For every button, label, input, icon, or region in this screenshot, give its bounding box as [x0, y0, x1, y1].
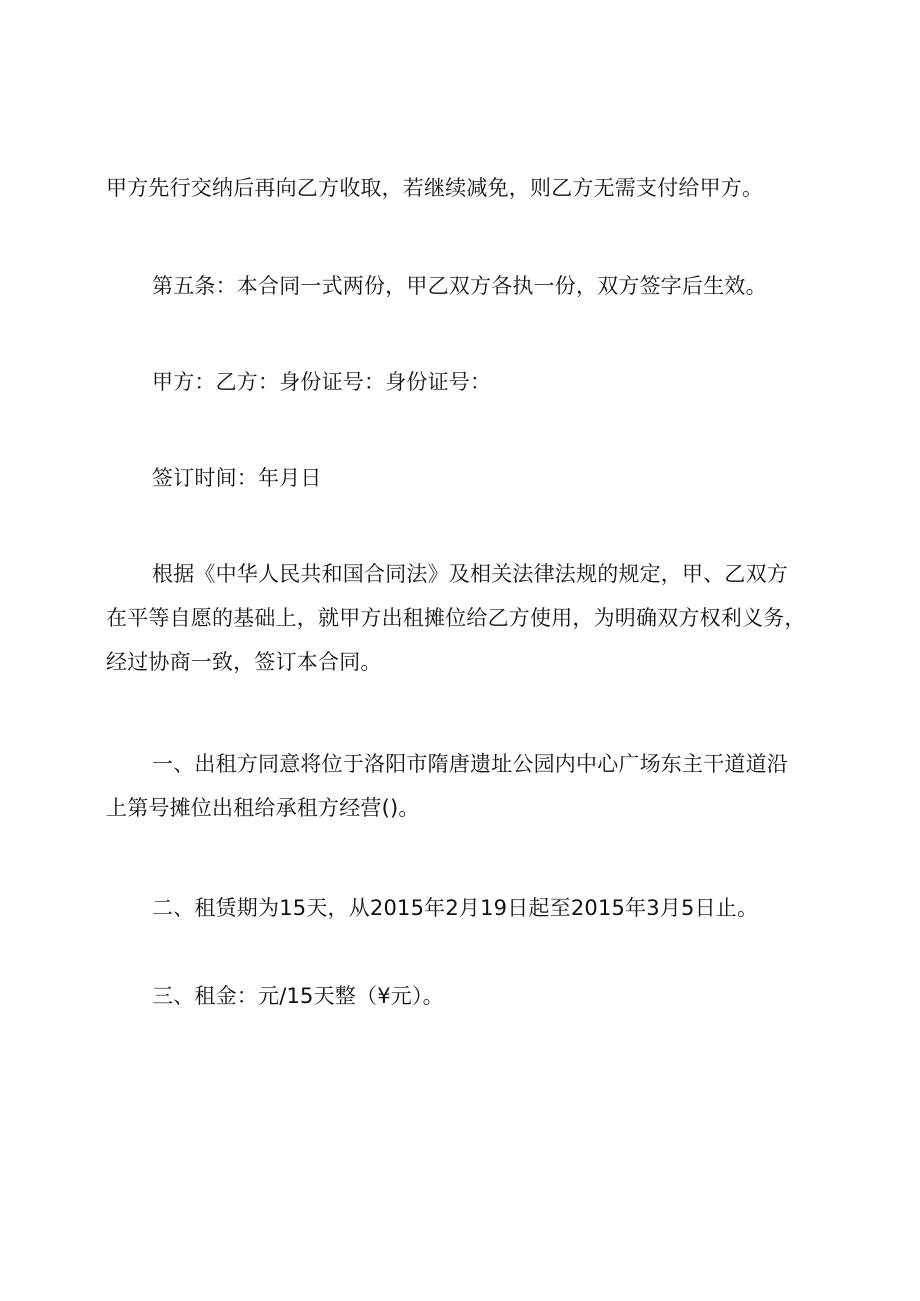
paragraph-contract-preamble: 根据《中华人民共和国合同法》及相关法律法规的规定，甲、乙双方在平等自愿的基础上，就甲方出租摊位给乙方使用，为明确双方权利义务，经过协商一致，签订本合同。 [106, 562, 806, 674]
paragraph-clause-one: 一、出租方同意将位于洛阳市隋唐遗址公园内中心广场东主干道道沿上第号摊位出租给承租方经营()。 [106, 752, 788, 820]
paragraph-signing-date: 签订时间：年月日 [152, 466, 322, 490]
paragraph-article-five: 第五条：本合同一式两份，甲乙双方各执一份，双方签字后生效。 [152, 274, 767, 298]
paragraph-continuation: 甲方先行交纳后再向乙方收取，若继续减免，则乙方无需支付给甲方。 [106, 176, 764, 200]
paragraph-signature-fields: 甲方：乙方：身份证号：身份证号： [152, 370, 492, 394]
paragraph-clause-three: 三、租金：元/15天整（¥元）。 [152, 984, 444, 1008]
paragraph-clause-two: 二、租赁期为15天，从2015年2月19日起至2015年3月5日止。 [152, 896, 759, 920]
